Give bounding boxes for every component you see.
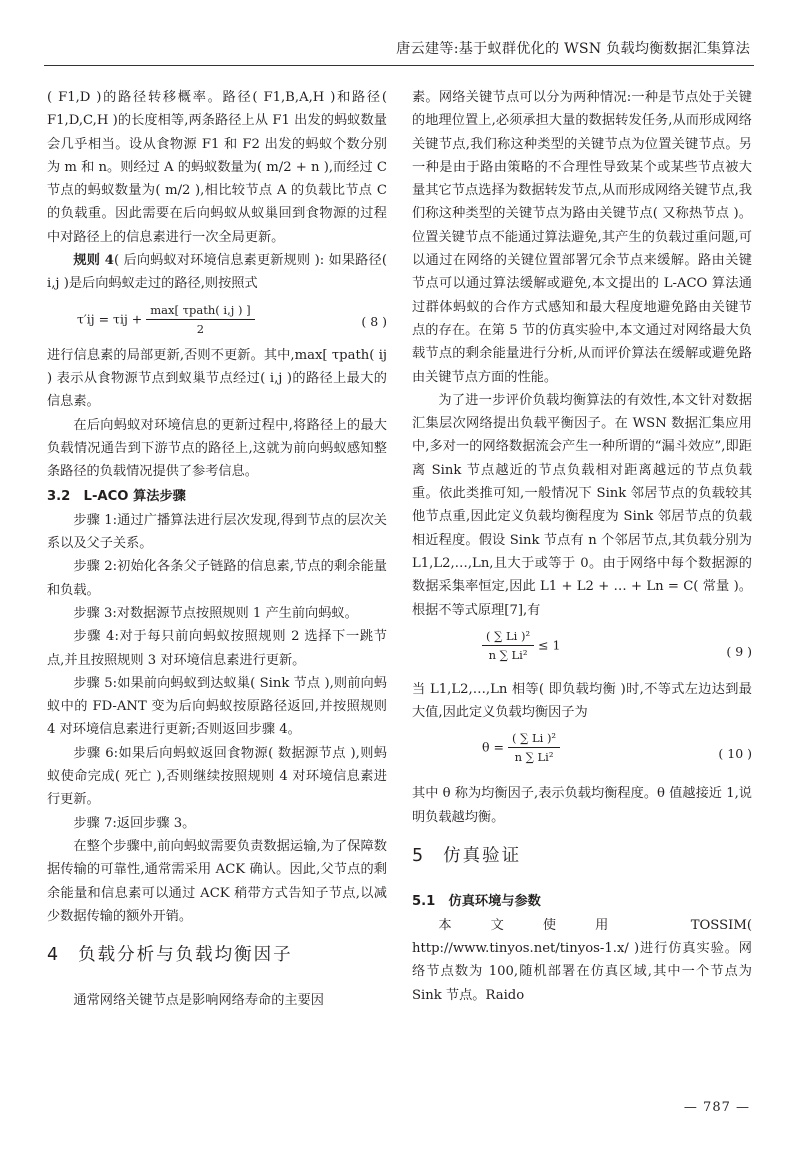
equation-10-numerator: ( ∑ Li )² (508, 730, 560, 748)
header-rule (44, 65, 754, 66)
equation-9 (412, 622, 752, 678)
paragraph: ( F1,D )的路径转移概率。路径( F1,B,A,H )和路径( F1,D,C,H )的长度相等,两条路径上从 F1 出发的蚂蚁数量会几乎相当。设从食物源 F1 和 F2 出发的蚂蚁个数分别为 m 和 n。则经过 A 的蚂蚁数量为( m/2 + n ),而经过 C 节点的蚂蚁数量为( m/2 ),相比较节点 A 的负载比节点 C 的负载重。因此需要在后向蚂蚁从蚁巢回到食物源的过程中对路径上的信息素进行一次全局更新。 (47, 90, 387, 245)
equation-9-relation: ≤ 1 (538, 637, 561, 653)
page-number: — 787 — (683, 1100, 750, 1115)
equation-8-lhs: τ′ij = τij + (77, 311, 143, 327)
section-title: 仿真验证 (443, 846, 522, 867)
running-header: 唐云建等:基于蚁群优化的 WSN 负载均衡数据汇集算法 (396, 41, 750, 57)
equation-8 (47, 296, 387, 344)
paragraph: 在后向蚂蚁对环境信息的更新过程中,将路径上的最大负载情况通告到下游节点的路径上,这就为前向蚂蚁感知整条路径的负载情况提供了参考信息。 (47, 417, 387, 480)
section-heading-5 (412, 845, 752, 868)
section-number: 5 (412, 846, 426, 867)
rule-4-label: 规则 4 (73, 253, 114, 269)
step-3: 步骤 3:对数据源节点按照规则 1 产生前向蚂蚁。 (73, 605, 358, 621)
equation-9-number: ( 9 ) (726, 643, 752, 659)
paragraph: 其中 θ 称为均衡因子,表示负载均衡程度。θ 值越接近 1,说明负载越均衡。 (412, 786, 752, 825)
equation-8-fraction (146, 302, 254, 338)
left-column (47, 86, 387, 1013)
paragraph: 为了进一步评价负载均衡算法的有效性,本文针对数据汇集层次网络提出负载平衡因子。在 WSN 数据汇集应用中,多对一的网络数据流会产生一种所谓的“漏斗效应”,即距离 Sink 节点越近的节点负载相对距离越远的节点负载重。依此类推可知,一般情况下 Sink 邻居节点的负载较其他节点重,因此定义负载均衡程度为 Sink 邻居节点的负载相近程度。假设 Sink 节点有 n 个邻居节点,其负载分别为 L1,L2,…,Ln,且大于或等于 0。由于网络中每个数据源的数据采集率恒定,因此 L1 + L2 + … + Ln = C( 常量 )。根据不等式原理[7],有 (412, 392, 752, 618)
equation-10 (412, 724, 752, 782)
paragraph: 素。网络关键节点可以分为两种情况:一种是节点处于关键的地理位置上,必须承担大量的数据转发任务,从而形成网络关键节点,我们称这种类型的关键节点为位置关键节点。另一种是由于路由策略的不合理性导致某个或某些节点被大量其它节点选择为数据转发节点,从而形成网络关键节点,我们称这种类型的关键节点为路由关键节点( 又称热节点 )。位置关键节点不能通过算法避免,其产生的负载过重问题,可以通过在网络的关键位置部署冗余节点来缓解。路由关键节点可以通过算法缓解或避免,本文提出的 L-ACO 算法通过群体蚂蚁的合作方式感知和最大程度地避免路由关键节点的存在。在第 5 节的仿真实验中,本文通过对网络最大负载节点的剩余能量进行分析,从而评价算法在缓解或避免路由关键节点方面的性能。 (412, 90, 752, 385)
section-heading-5-1: 5.1 仿真环境与参数 (412, 894, 541, 910)
section-number: 4 (47, 945, 61, 966)
step-1: 步骤 1:通过广播算法进行层次发现,得到节点的层次关系以及父子关系。 (47, 512, 387, 552)
right-column (412, 86, 752, 1007)
step-7: 步骤 7:返回步骤 3。 (73, 815, 196, 831)
paragraph: 本文使用 TOSSIM( http://www.tinyos.net/tinyos-1.x/ )进行仿真实验。网络节点数为 100,随机部署在仿真区域,其中一个节点为 Sink 节点。Raido (412, 917, 752, 1003)
equation-9-denominator: n ∑ Li² (488, 647, 528, 662)
equation-10-lhs: θ = (482, 739, 504, 755)
rule-4-paragraph (47, 249, 387, 296)
paragraph: 当 L1,L2,…,Ln 相等( 即负载均衡 )时,不等式左边达到最大值,因此定义负载均衡因子为 (412, 681, 752, 721)
step-6: 步骤 6:如果后向蚂蚁返回食物源( 数据源节点 ),则蚂蚁使命完成( 死亡 ),否则继续按照规则 4 对环境信息素进行更新。 (47, 745, 387, 808)
section-heading-3-2: 3.2 L-ACO 算法步骤 (47, 489, 186, 505)
section-heading-4 (47, 944, 387, 967)
equation-8-numerator: max[ τpath( i,j ) ] (146, 302, 254, 320)
equation-9-numerator: ( ∑ Li )² (482, 628, 534, 646)
step-4: 步骤 4:对于每只前向蚂蚁按照规则 2 选择下一跳节点,并且按照规则 3 对环境信息素进行更新。 (47, 629, 387, 668)
equation-8-number: ( 8 ) (361, 313, 387, 329)
step-2: 步骤 2:初始化各条父子链路的信息素,节点的剩余能量和负载。 (47, 559, 387, 598)
equation-10-denominator: n ∑ Li² (514, 750, 554, 765)
paragraph: 通常网络关键节点是影响网络寿命的主要因 (73, 993, 324, 1009)
step-5: 步骤 5:如果前向蚂蚁到达蚁巢( Sink 节点 ),则前向蚂蚁中的 FD-ANT 变为后向蚂蚁按原路径返回,并按照规则 4 对环境信息素进行更新;否则返回步骤 4。 (47, 675, 387, 738)
equation-8-denominator: 2 (196, 321, 205, 336)
paragraph: 在整个步骤中,前向蚂蚁需要负责数据运输,为了保障数据传输的可靠性,通常需采用 ACK 确认。因此,父节点的剩余能量和信息素可以通过 ACK 稍带方式告知子节点,以减少数据传输的额外开销。 (47, 838, 387, 924)
paragraph: 进行信息素的局部更新,否则不更新。其中,max[ τpath( ij ) 表示从食物源节点到蚁巢节点经过( i,j )的路径上最大的信息素。 (47, 347, 387, 410)
section-title: 负载分析与负载均衡因子 (78, 945, 293, 966)
equation-10-fraction (508, 730, 560, 766)
rule-4-text: ( 后向蚂蚁对环境信息素更新规则 ): 如果路径( i,j )是后向蚂蚁走过的路径,则按照式 (47, 253, 387, 292)
equation-10-number: ( 10 ) (718, 746, 752, 762)
equation-9-fraction (482, 628, 534, 664)
